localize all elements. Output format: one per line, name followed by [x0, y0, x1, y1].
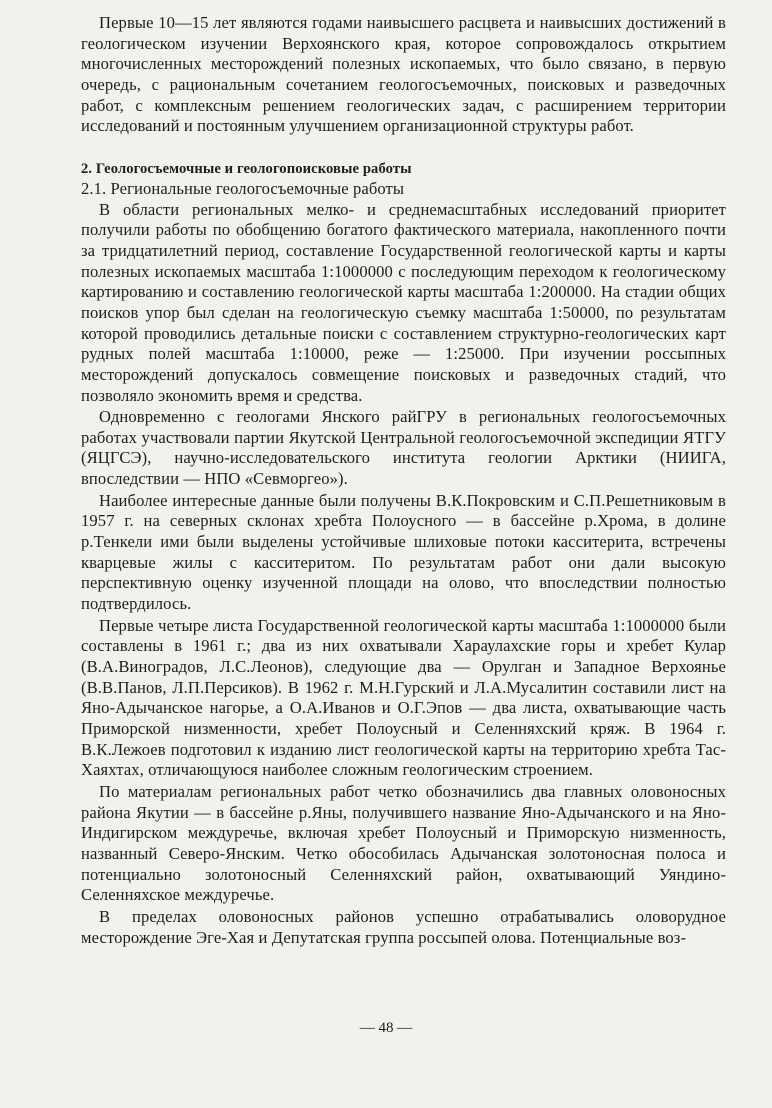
paragraph-participants: Одновременно с геологами Янского райГРУ в региональных геологосъемочных работах участвовали партии Якутской Центральной геологосъемочной экспедиции ЯТГУ (ЯЦГСЭ), научно-исследовательского института геологии Арктики (НИИГА, впоследствии — НПО «Севморгео»).	[81, 407, 726, 489]
subsection-heading: 2.1. Региональные геологосъемочные работы	[81, 178, 405, 198]
paragraph-deposits: В пределах оловоносных районов успешно отрабатывались оловорудное месторождение Эге-Хая и Депутатская группа россыпей олова. Потенциальные воз-	[81, 906, 726, 947]
intro-paragraph: Первые 10—15 лет являются годами наивысшего расцвета и наивысших достижений в геологическом изучении Верхоянского края, которое сопровождалось открытием многочисленных месторождений полезных ископаемых, что было связано, в первую очередь, с рациональным сочетанием геологосъемочных, поисковых и разведочных работ, с комплексным решением геологических задач, с расширением территории исследований и постоянным улучшением организационной структуры работ.	[81, 13, 726, 136]
page-number: — 48 —	[359, 1020, 413, 1036]
section-heading: 2. Геологосъемочные и геологопоисковые работы	[81, 160, 412, 177]
paragraph-tin-districts: По материалам региональных работ четко обозначились два главных оловоносных района Якутии — в бассейне р.Яны, получившего название Яно-Адычанского и на Яно-Индигирском междуречье, включая хребет Полоусный и Приморскую низменность, названный Северо-Янским. Четко обособилась Адычанская золотоносная полоса и потенциально золотоносный Селенняхский район, охватывающий Уяндино-Селенняхское междуречье.	[81, 781, 726, 905]
paragraph-regional-surveys: В области региональных мелко- и среднемасштабных исследований приоритет получили работы по обобщению богатого фактического материала, накопленного почти за тридцатилетний период, составление Государственной геологической карты и карты полезных ископаемых масштаба 1:1000000 с последующим переходом к геологическому картированию и составлению геологической карты масштаба 1:200000. На стадии общих поисков упор был сделан на геологическую съемку масштаба 1:50000, по результатам которой проводились детальные поиски с составлением структурно-геологических карт рудных полей масштаба 1:10000, реже — 1:25000. При изучении россыпных месторождений допускалось совмещение поисковых и разведочных стадий, что позволяло экономить время и средства.	[81, 199, 726, 405]
paragraph-pokrovsky: Наиболее интересные данные были получены В.К.Покровским и С.П.Решетниковым в 1957 г. на северных склонах хребта Полоусного — в бассейне р.Хрома, в долине р.Тенкели ими были выделены устойчивые шлиховые потоки касситерита, встречены кварцевые жилы с касситеритом. По результатам работ они дали высокую перспективную оценку изученной площади на олово, что впоследствии полностью подтвердилось.	[81, 490, 726, 614]
paragraph-state-map: Первые четыре листа Государственной геологической карты масштаба 1:1000000 были составлены в 1961 г.; два из них охватывали Хараулахские горы и хребет Кулар (В.А.Виноградов, Л.С.Леонов), следующие два — Орулган и Западное Верхоянье (В.В.Панов, Л.П.Персиков). В 1962 г. М.Н.Гурский и Л.А.Мусалитин составили лист на Яно-Адычанское нагорье, а О.А.Иванов и О.Г.Эпов — два листа, охватывающие часть Приморской низменности, хребет Полоусный и Селенняхский кряж. В 1964 г. В.К.Лежоев подготовил к изданию лист геологической карты на территорию хребта Тас-Хаяхтах, отличающуюся наиболее сложным геологическим строением.	[81, 615, 726, 780]
text-column	[81, 13, 726, 948]
